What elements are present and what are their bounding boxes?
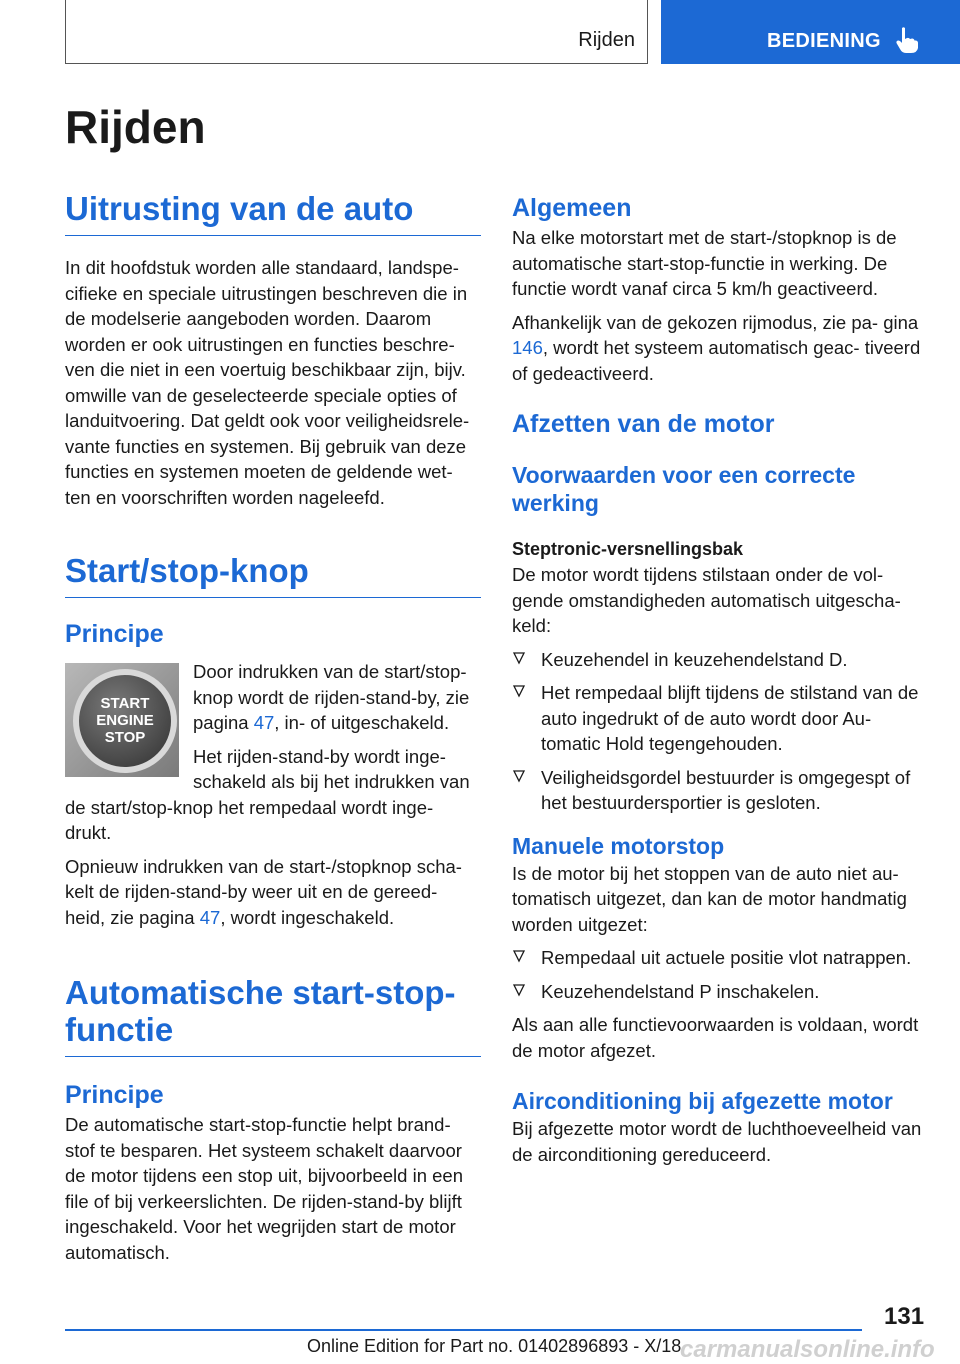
manual-stop-paragraph-2: Als aan alle functievoorwaarden is voldaan, wordt de motor afgezet. xyxy=(512,1014,919,1061)
page-link-47b[interactable]: 47 xyxy=(199,906,221,928)
start-stop-paragraph-3: Opnieuw indrukken van de start-/stopknop scha‐ kelt de rijden-stand-by weer uit en de gereed‐ heid, zie pagina 47, wordt ingeschakeld. xyxy=(65,855,462,928)
start-stop-block xyxy=(65,659,481,846)
subsubsection-title-conditions: Voorwaarden voor een correcte werking xyxy=(512,462,856,516)
page-link-146[interactable]: 146 xyxy=(512,337,543,358)
general-paragraph-2: Afhankelijk van de gekozen rijmodus, zie pa‐ gina 146, wordt het systeem automatisch geac‐ tiveerd of gedeactiveerd. xyxy=(512,311,921,384)
list-item: Keuzehendelstand P inschakelen. xyxy=(512,979,928,1005)
right-column xyxy=(512,190,928,1167)
button-label-start: START xyxy=(100,695,150,712)
start-engine-stop-button-image xyxy=(65,663,179,777)
section-title-start-stop-button: Start/stop-knop xyxy=(65,552,481,598)
header-chapter-tab xyxy=(661,0,960,64)
start-stop-paragraph-2: Het rijden-stand-by wordt inge‐ schakeld als bij het indrukken van de start/stop-knop het rempedaal wordt inge‐ drukt. xyxy=(65,745,470,843)
start-stop-paragraph-1: Door indrukken van de start/stop- knop wordt de rijden-stand-by, zie pagina 47, in- of uitgeschakeld. xyxy=(193,661,470,733)
button-label-engine: ENGINE xyxy=(96,712,154,729)
left-column xyxy=(65,190,481,1265)
list-item: Het rempedaal blijft tijdens de stilstand van de auto ingedrukt of de auto wordt door Au‐ tomatic Hold tegengehouden. xyxy=(512,680,928,757)
page-number: 131 xyxy=(884,1303,925,1330)
list-item: Veiligheidsgordel bestuurder is omgegespt of het bestuurdersportier is gesloten. xyxy=(512,765,928,816)
steptronic-conditions-list xyxy=(512,647,928,816)
subsubsection-title-manual-stop: Manuele motorstop xyxy=(512,832,725,859)
page-title: Rijden xyxy=(65,101,206,153)
subsection-title-general: Algemeen xyxy=(512,194,632,222)
footer-edition: Online Edition for Part no. 01402896893 - X/18 xyxy=(307,1336,682,1356)
subsection-title-engine-off: Afzetten van de motor xyxy=(512,410,775,438)
triangle-bullet-icon xyxy=(512,684,526,698)
section-title-auto-start-stop: Automatische start-stop- functie xyxy=(65,974,481,1057)
list-item: Keuzehendel in keuzehendelstand D. xyxy=(512,647,928,673)
subsection-title-principle: Principe xyxy=(65,620,164,648)
triangle-bullet-icon xyxy=(512,949,526,963)
equipment-paragraph: In dit hoofdstuk worden alle standaard, landspe‐ cifieke en speciale uitrustingen beschreven die in de modelserie aangeboden worden. Daarom worden er ook uitrustingen en functies beschre‐ ven die niet in een voertuig beschikbaar zijn, bijv. omwille van de geselecteerde speciale opties of landuitvoering. Dat geldt ook voor veiligheidsrele‐ vante functies en systemen. Bij gebruik van deze functies en systemen moeten de geldende wet‐ ten en voorschriften worden nageleefd. xyxy=(65,257,470,508)
footer-divider xyxy=(65,1329,862,1331)
triangle-bullet-icon xyxy=(512,983,526,997)
triangle-bullet-icon xyxy=(512,651,526,665)
manual-stop-paragraph: Is de motor bij het stoppen van de auto niet au‐ tomatisch uitgezet, dan kan de motor handmatig worden uitgezet: xyxy=(512,862,907,935)
pointing-hand-icon xyxy=(895,26,919,54)
list-item: Rempedaal uit actuele positie vlot natrappen. xyxy=(512,945,928,971)
auto-start-stop-paragraph: De automatische start-stop-functie helpt brand‐ stof te besparen. Het systeem schakelt daarvoor de motor tijdens een stop uit, bijvoorbeeld in een file of bij verkeerslichten. De rijden-stand-by blijft ingeschakeld. Voor het wegrijden start de motor automatisch. xyxy=(65,1114,464,1263)
airconditioning-paragraph: Bij afgezette motor wordt de luchthoeveelheid van de airconditioning gereduceerd. xyxy=(512,1118,922,1165)
page-link-47[interactable]: 47 xyxy=(253,712,275,733)
manual-stop-list xyxy=(512,945,928,1004)
general-paragraph-1: Na elke motorstart met de start-/stopknop is de automatische start-stop-functie in werking. De functie wordt vanaf circa 5 km/h geactiveerd. xyxy=(512,227,897,299)
section-title-equipment: Uitrusting van de auto xyxy=(65,190,481,236)
button-label-stop: STOP xyxy=(104,729,146,746)
subsubsection-title-airconditioning: Airconditioning bij afgezette motor xyxy=(512,1088,893,1114)
heading-steptronic: Steptronic-versnellingsbak xyxy=(512,539,744,559)
subsection-title-principle-2: Principe xyxy=(65,1081,164,1109)
triangle-bullet-icon xyxy=(512,769,526,783)
watermark: carmanualsonline.info xyxy=(680,1336,935,1363)
steptronic-paragraph: De motor wordt tijdens stilstaan onder de vol‐ gende omstandigheden automatisch uitgescha‐ keld: xyxy=(512,564,901,636)
header-chapter-label: BEDIENING xyxy=(767,30,881,52)
header-section-box xyxy=(65,0,648,64)
header-section-label: Rijden xyxy=(578,29,635,51)
